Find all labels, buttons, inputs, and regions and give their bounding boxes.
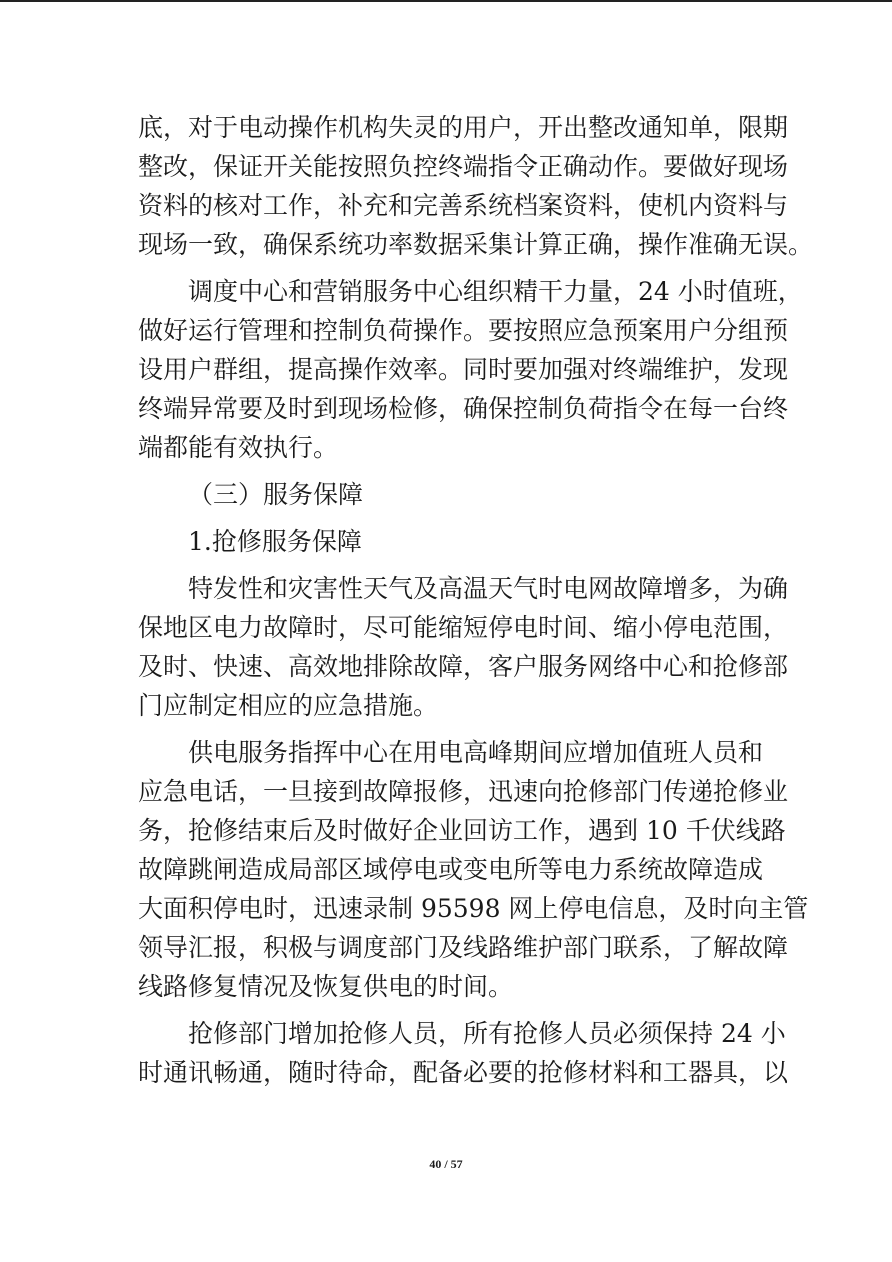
section-heading: （三）服务保障 — [188, 480, 364, 509]
text-line: 端都能有效执行。 — [138, 433, 339, 462]
text-line: 设用户群组，提高操作效率。同时要加强对终端维护，发现 — [138, 355, 789, 384]
text-line: 特发性和灾害性天气及高温天气时电网故障增多，为确 — [188, 574, 789, 603]
text-line: 门应制定相应的应急措施。 — [138, 691, 439, 720]
text-line: 现场一致，确保系统功率数据采集计算正确，操作准确无误。 — [138, 230, 814, 259]
paragraph — [138, 108, 814, 264]
document-body — [138, 108, 814, 1100]
paragraph — [138, 272, 803, 467]
text-line: 整改，保证开关能按照负控终端指令正确动作。要做好现场 — [138, 152, 789, 181]
text-line: 资料的核对工作，补充和完善系统档案资料，使机内资料与 — [138, 191, 789, 220]
text-line: 做好运行管理和控制负荷操作。要按照应急预案用户分组预 — [138, 316, 789, 345]
paragraph — [138, 569, 789, 725]
page-number: 40 / 57 — [429, 1157, 463, 1171]
top-border-rule — [0, 0, 892, 2]
text-line: 时通讯畅通，随时待命，配备必要的抢修材料和工器具，以 — [138, 1058, 789, 1087]
text-line: 领导汇报，积极与调度部门及线路维护部门联系，了解故障 — [138, 933, 789, 962]
text-line: 应急电话，一旦接到故障报修，迅速向抢修部门传递抢修业 — [138, 777, 789, 806]
text-line: 底，对于电动操作机构失灵的用户，开出整改通知单，限期 — [138, 113, 789, 142]
text-line: 调度中心和营销服务中心组织精干力量，24 小时值班， — [188, 277, 803, 306]
text-line: 大面积停电时，迅速录制 95598 网上停电信息，及时向主管 — [138, 894, 809, 923]
section-heading: 1.抢修服务保障 — [188, 527, 362, 556]
paragraph — [138, 733, 809, 1006]
text-line: 供电服务指挥中心在用电高峰期间应增加值班人员和 — [188, 738, 764, 767]
text-line: 及时、快速、高效地排除故障，客户服务网络中心和抢修部 — [138, 652, 789, 681]
text-line: 保地区电力故障时，尽可能缩短停电时间、缩小停电范围， — [138, 613, 789, 642]
text-line: 务，抢修结束后及时做好企业回访工作，遇到 10 千伏线路 — [138, 816, 786, 845]
paragraph — [138, 1014, 789, 1092]
text-line: 抢修部门增加抢修人员，所有抢修人员必须保持 24 小 — [188, 1019, 786, 1048]
text-line: 故障跳闸造成局部区域停电或变电所等电力系统故障造成 — [138, 855, 764, 884]
text-line: 线路修复情况及恢复供电的时间。 — [138, 972, 514, 1001]
text-line: 终端异常要及时到现场检修，确保控制负荷指令在每一台终 — [138, 394, 789, 423]
